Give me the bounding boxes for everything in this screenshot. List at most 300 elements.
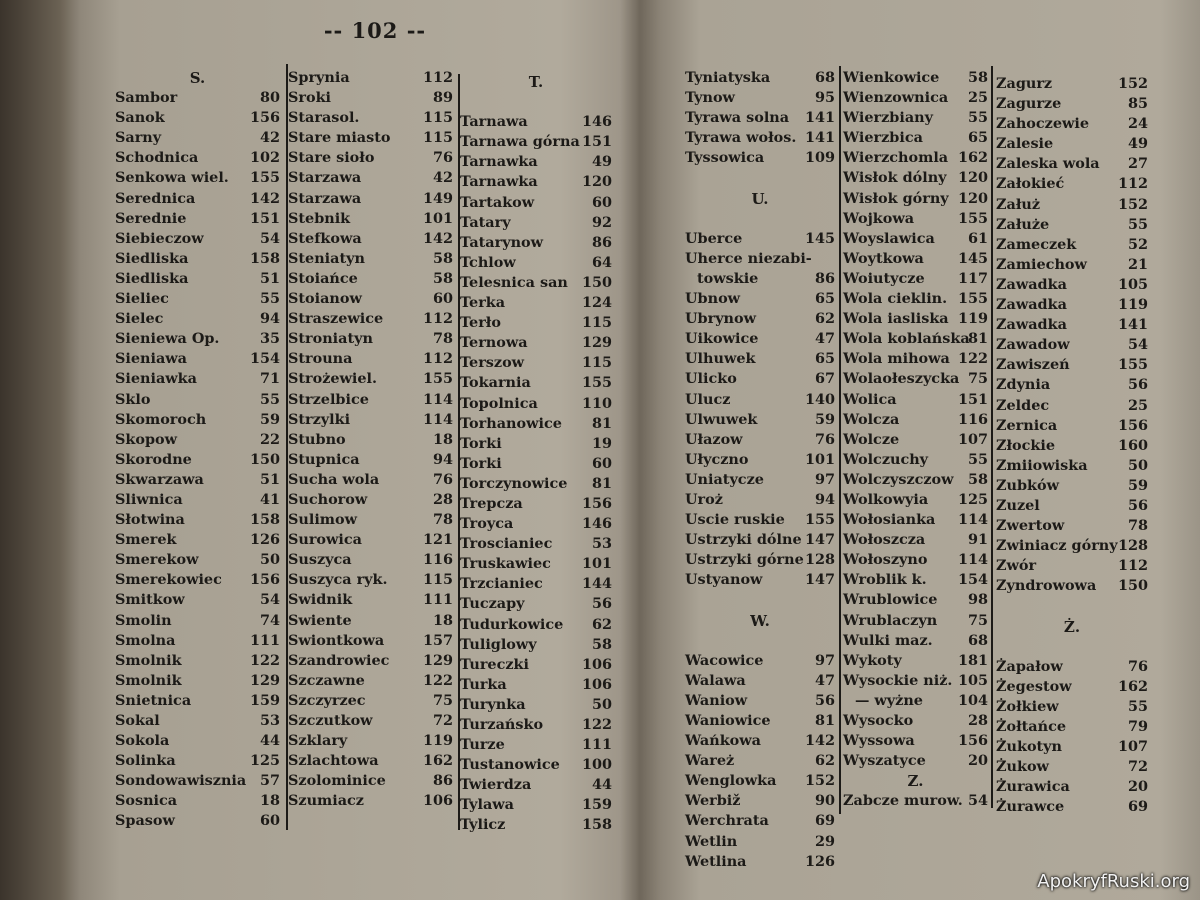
place-name: Waniow [685,691,748,709]
index-entry [843,631,988,651]
index-entry [288,631,453,651]
place-name: Tatarynow [460,233,544,251]
page-ref: 42 [259,129,280,147]
index-entry [115,289,280,309]
place-name: Starzawa [288,189,362,207]
place-name: Sarny [115,129,162,147]
page-ref: 28 [432,490,453,508]
index-entry [288,570,453,590]
page-ref: 91 [967,531,988,549]
page-ref: 146 [581,113,612,131]
index-entry [685,711,835,731]
page-ref: 81 [591,474,612,492]
index-entry [685,390,835,410]
page-ref: 152 [804,772,835,790]
spacer [460,92,612,112]
index-entry [460,454,612,474]
section-letter-text: Ż. [1063,617,1081,636]
index-entry [685,229,835,249]
section-letter-text: Z. [907,772,924,791]
index-entry [996,255,1148,275]
index-entry [996,375,1148,395]
place-name: Swiontkowa [288,631,385,649]
page-ref: 119 [957,310,988,328]
index-entry [843,168,988,188]
page-ref: 114 [422,390,453,408]
place-name: Wolczyszczow [843,470,954,488]
page-ref: 122 [581,716,612,733]
page-ref: 49 [1127,135,1148,153]
index-entry [996,235,1148,255]
place-name: Ulucz [685,390,731,408]
index-entry [115,611,280,631]
page-ref: 41 [259,490,280,508]
page-ref: 106 [581,655,612,673]
index-entry [996,174,1148,194]
index-entry [843,691,988,711]
place-name: Siebieczow [115,229,204,247]
place-name: Torczynowice [460,474,568,492]
place-name: Wisłok górny [843,189,949,207]
index-entry [685,530,835,550]
page-ref: 129 [581,334,612,352]
place-name: Wacowice [685,651,764,669]
index-entry [685,832,835,852]
index-entry [288,209,453,229]
place-name: Uroż [685,490,723,508]
page-ref: 51 [259,470,280,488]
page-ref: 112 [422,69,453,86]
place-name: Zwór [996,557,1037,575]
page-ref: 29 [814,832,835,850]
index-entry [460,353,612,373]
page-ref: 68 [967,631,988,649]
index-entry [843,530,988,550]
place-name: Zawadka [996,296,1067,314]
place-name: Tarnawka [460,153,538,171]
section-letter [685,189,835,209]
page-ref: 20 [1127,778,1148,796]
place-name: Zdynia [996,376,1051,394]
index-entry [843,189,988,209]
place-name: Werbiž [685,792,741,810]
index-entry [843,791,988,811]
page-ref: 18 [432,611,453,629]
page-ref: 128 [804,551,835,569]
page-ref: 155 [249,169,280,187]
page-ref: 110 [581,394,612,412]
place-name: Suchorow [288,490,368,508]
page-ref: 159 [581,796,612,814]
page-ref: 72 [432,712,453,729]
index-entry [115,309,280,329]
page-ref: 56 [1127,496,1148,514]
page-ref: 75 [967,370,988,388]
section-letter-text: W. [750,611,770,630]
index-entry [685,791,835,811]
index-entry [996,114,1148,134]
index-entry [843,148,988,168]
page-ref: 115 [422,129,453,147]
index-entry [460,815,612,835]
page-ref: 112 [422,350,453,368]
place-name: Wareż [685,752,735,770]
index-entry [288,490,453,510]
index-entry [843,390,988,410]
place-name: Smerekowiec [115,571,222,589]
index-column-3 [460,72,612,836]
place-name: Zyndrowowa [996,577,1097,595]
place-name: Zalesie [996,135,1054,153]
page-ref: 58 [591,635,612,653]
page-ref: 25 [967,89,988,107]
page-ref: 44 [259,732,280,750]
place-name: Stare sioło [288,149,375,167]
page-ref: 65 [814,290,835,308]
index-entry [115,510,280,530]
index-entry [685,852,835,872]
place-name: Słotwina [115,511,185,529]
index-entry [115,369,280,389]
place-name: Tudurkowice [460,615,564,633]
place-name: Sieniawa [115,350,187,368]
place-name: Sokal [115,712,160,729]
place-name: Topolnica [460,394,538,412]
page-ref: 144 [581,575,612,593]
index-entry [843,570,988,590]
place-name: Zubków [996,476,1059,494]
page-ref: 115 [422,109,453,127]
page-ref: 150 [249,450,280,468]
place-name: Smerek [115,531,177,549]
index-entry [996,134,1148,154]
place-name: Żurawce [996,798,1065,816]
page-ref: 80 [259,89,280,107]
index-entry [843,490,988,510]
place-name: Szczyrzec [288,691,366,709]
place-name: Schodnica [115,149,199,167]
place-name: Sieniawka [115,370,197,388]
place-name: Sondowawisznia [115,772,247,790]
page-ref: 25 [1127,396,1148,414]
index-entry [996,757,1148,777]
place-name: Wołosianka [843,511,936,529]
index-entry [685,269,835,289]
page-ref: 18 [259,792,280,810]
page-ref: 156 [1117,416,1148,434]
page-ref: 47 [814,671,835,689]
index-entry [843,590,988,610]
index-entry [685,450,835,470]
place-name: Steniatyn [288,249,365,267]
index-entry [115,470,280,490]
page-ref: 21 [1127,255,1148,273]
place-name: Suszyca [288,551,352,569]
place-name: Spasow [115,812,175,830]
place-name: Strouna [288,350,353,368]
page-ref: 155 [581,374,612,392]
index-entry [288,530,453,550]
page-ref: 112 [1117,175,1148,193]
page-ref: 151 [249,209,280,227]
page-ref: 71 [259,370,280,388]
index-entry [115,450,280,470]
page-ref: 68 [814,69,835,86]
page-ref: 19 [591,434,612,452]
index-entry [115,731,280,751]
page-ref: 107 [957,430,988,448]
place-name: Wierzchomla [843,149,949,167]
place-name: Skwarzawa [115,470,204,488]
index-entry [460,655,612,675]
place-name: Tchlow [460,253,516,271]
page-ref: 86 [814,269,835,287]
index-entry [996,436,1148,456]
page-ref: 76 [814,430,835,448]
place-name: Solinka [115,752,176,770]
place-name: Szumiacz [288,792,364,810]
page-ref: 124 [581,294,612,312]
page-ref: 155 [804,511,835,529]
index-entry [288,168,453,188]
index-entry [460,394,612,414]
index-entry [996,536,1148,556]
index-entry [843,671,988,691]
page-ref: 162 [422,752,453,770]
place-name: Wolcza [843,410,900,428]
place-name: Tylawa [460,796,514,814]
place-name: Tartakow [460,193,535,211]
index-entry [843,510,988,530]
index-entry [460,172,612,192]
index-entry [115,229,280,249]
place-name: Ulhuwek [685,350,756,368]
page-ref: 125 [249,752,280,770]
section-letter [460,72,612,92]
page-ref: 59 [1127,476,1148,494]
index-entry [996,215,1148,235]
place-name: Stroniatyn [288,330,373,348]
place-name: Szczawne [288,671,365,689]
section-letter [685,611,835,631]
page-ref: 151 [957,390,988,408]
index-entry [460,112,612,132]
page-ref: 155 [957,209,988,227]
page-ref: 129 [422,651,453,669]
page-ref: 50 [1127,456,1148,474]
place-name: Uherce niezabi- [685,249,812,267]
place-name: Ułyczno [685,450,749,468]
place-name: Tuliglowy [460,635,537,653]
index-entry [460,293,612,313]
page-ref: 22 [259,430,280,448]
index-entry [115,711,280,731]
place-name: Suszyca ryk. [288,571,388,589]
page-ref: 56 [1127,376,1148,394]
page-ref: 141 [804,129,835,147]
place-name: Tokarnia [460,374,531,392]
index-entry [460,434,612,454]
place-name: Skomoroch [115,410,207,428]
page-ref: 44 [591,776,612,794]
page-ref: 94 [259,310,280,328]
page-ref: 158 [249,511,280,529]
place-name: Twierdza [460,776,532,794]
index-entry [460,735,612,755]
place-name: Truskawiec [460,555,551,573]
place-name: Stoianow [288,290,362,308]
page-ref: 155 [1117,356,1148,374]
index-entry [685,570,835,590]
index-entry [115,168,280,188]
index-entry [115,390,280,410]
index-entry [685,108,835,128]
page-ref: 58 [967,69,988,86]
index-entry [288,590,453,610]
index-entry [115,88,280,108]
page-ref: 78 [432,511,453,529]
page-ref: 75 [967,611,988,629]
page-ref: 122 [249,651,280,669]
spacer [685,631,835,651]
place-name: Wańkowa [685,732,761,750]
page-ref: 126 [249,531,280,549]
spacer [996,637,1148,657]
page-ref: 55 [1127,215,1148,233]
page-ref: 94 [814,490,835,508]
index-entry [288,148,453,168]
index-entry [115,249,280,269]
index-entry [460,534,612,554]
index-entry [288,410,453,430]
page-ref: 156 [249,571,280,589]
index-entry [996,777,1148,797]
left-page [70,0,640,900]
page-ref: 145 [957,249,988,267]
place-name: Tyrawa solna [685,109,790,127]
place-name: Uikowice [685,330,759,348]
page-ref: 115 [581,314,612,332]
page-ref: 111 [422,591,453,609]
index-entry [460,132,612,152]
place-name: Tustanowice [460,756,560,774]
page-ref: 114 [957,511,988,529]
index-entry [115,550,280,570]
index-entry [996,315,1148,335]
page-ref: 81 [814,712,835,729]
page-ref: 158 [249,249,280,267]
place-name: Sprynia [288,69,350,86]
index-entry [996,335,1148,355]
index-entry [996,416,1148,436]
place-name: Uscie ruskie [685,511,785,529]
page-ref: 119 [422,732,453,750]
page-ref: 65 [967,129,988,147]
place-name: Turzańsko [460,716,544,733]
place-name: Woiutycze [843,269,925,287]
place-name: Terszow [460,354,525,372]
page-ref: 121 [422,531,453,549]
place-name: Wola cieklin. [843,290,948,308]
place-name: Zawadow [996,336,1070,354]
page-ref: 122 [957,350,988,368]
index-entry [996,456,1148,476]
page-ref: 76 [432,149,453,167]
index-entry [288,189,453,209]
index-entry [996,154,1148,174]
index-entry [460,474,612,494]
place-name: Smerekow [115,551,199,569]
place-name: Tarnawka [460,173,538,191]
index-entry [115,490,280,510]
place-name: Zwertow [996,517,1065,535]
index-entry [115,751,280,771]
page-ref: 28 [967,712,988,729]
place-name: Szczutkow [288,712,373,729]
page-ref: 120 [957,169,988,187]
place-name: Ułazow [685,430,743,448]
page-ref: 104 [957,691,988,709]
page-ref: 62 [814,752,835,770]
place-name: Surowica [288,531,362,549]
place-name: Szklary [288,732,348,750]
page-ref: 106 [422,792,453,810]
index-entry [843,249,988,269]
index-entry [288,128,453,148]
page-ref: 147 [804,571,835,589]
page-ref: 159 [249,691,280,709]
place-name: Strzylki [288,410,351,428]
place-name: Smolnik [115,671,182,689]
index-entry [685,771,835,791]
index-entry [460,695,612,715]
index-entry [288,731,453,751]
index-entry [115,128,280,148]
place-name: Szlachtowa [288,752,379,770]
index-entry [460,554,612,574]
page-ref: 81 [591,414,612,432]
page-ref: 55 [259,290,280,308]
place-name: Wierzbica [843,129,923,147]
place-name: Tynow [685,89,735,107]
place-name: — wyżne [855,691,923,709]
place-name: Zawadka [996,316,1067,334]
index-entry [115,671,280,691]
index-entry [115,430,280,450]
place-name: Turze [460,736,505,754]
place-name: Turynka [460,695,526,713]
watermark: ApokryfRuski.org [1037,871,1190,892]
place-name: Zahoczewie [996,115,1089,133]
page-ref: 52 [1127,235,1148,253]
page-ref: 145 [804,229,835,247]
place-name: Zmiiowiska [996,456,1088,474]
index-entry [115,329,280,349]
place-name: Zernica [996,416,1058,434]
index-entry [685,88,835,108]
index-entry [996,576,1148,596]
index-entry [843,68,988,88]
page-ref: 50 [259,551,280,569]
place-name: Żapałow [996,657,1063,675]
place-name: Ulicko [685,370,737,388]
page-ref: 59 [259,410,280,428]
place-name: Zeldec [996,396,1050,414]
index-entry [115,148,280,168]
page-ref: 60 [591,454,612,472]
index-entry [115,791,280,811]
index-entry [843,329,988,349]
